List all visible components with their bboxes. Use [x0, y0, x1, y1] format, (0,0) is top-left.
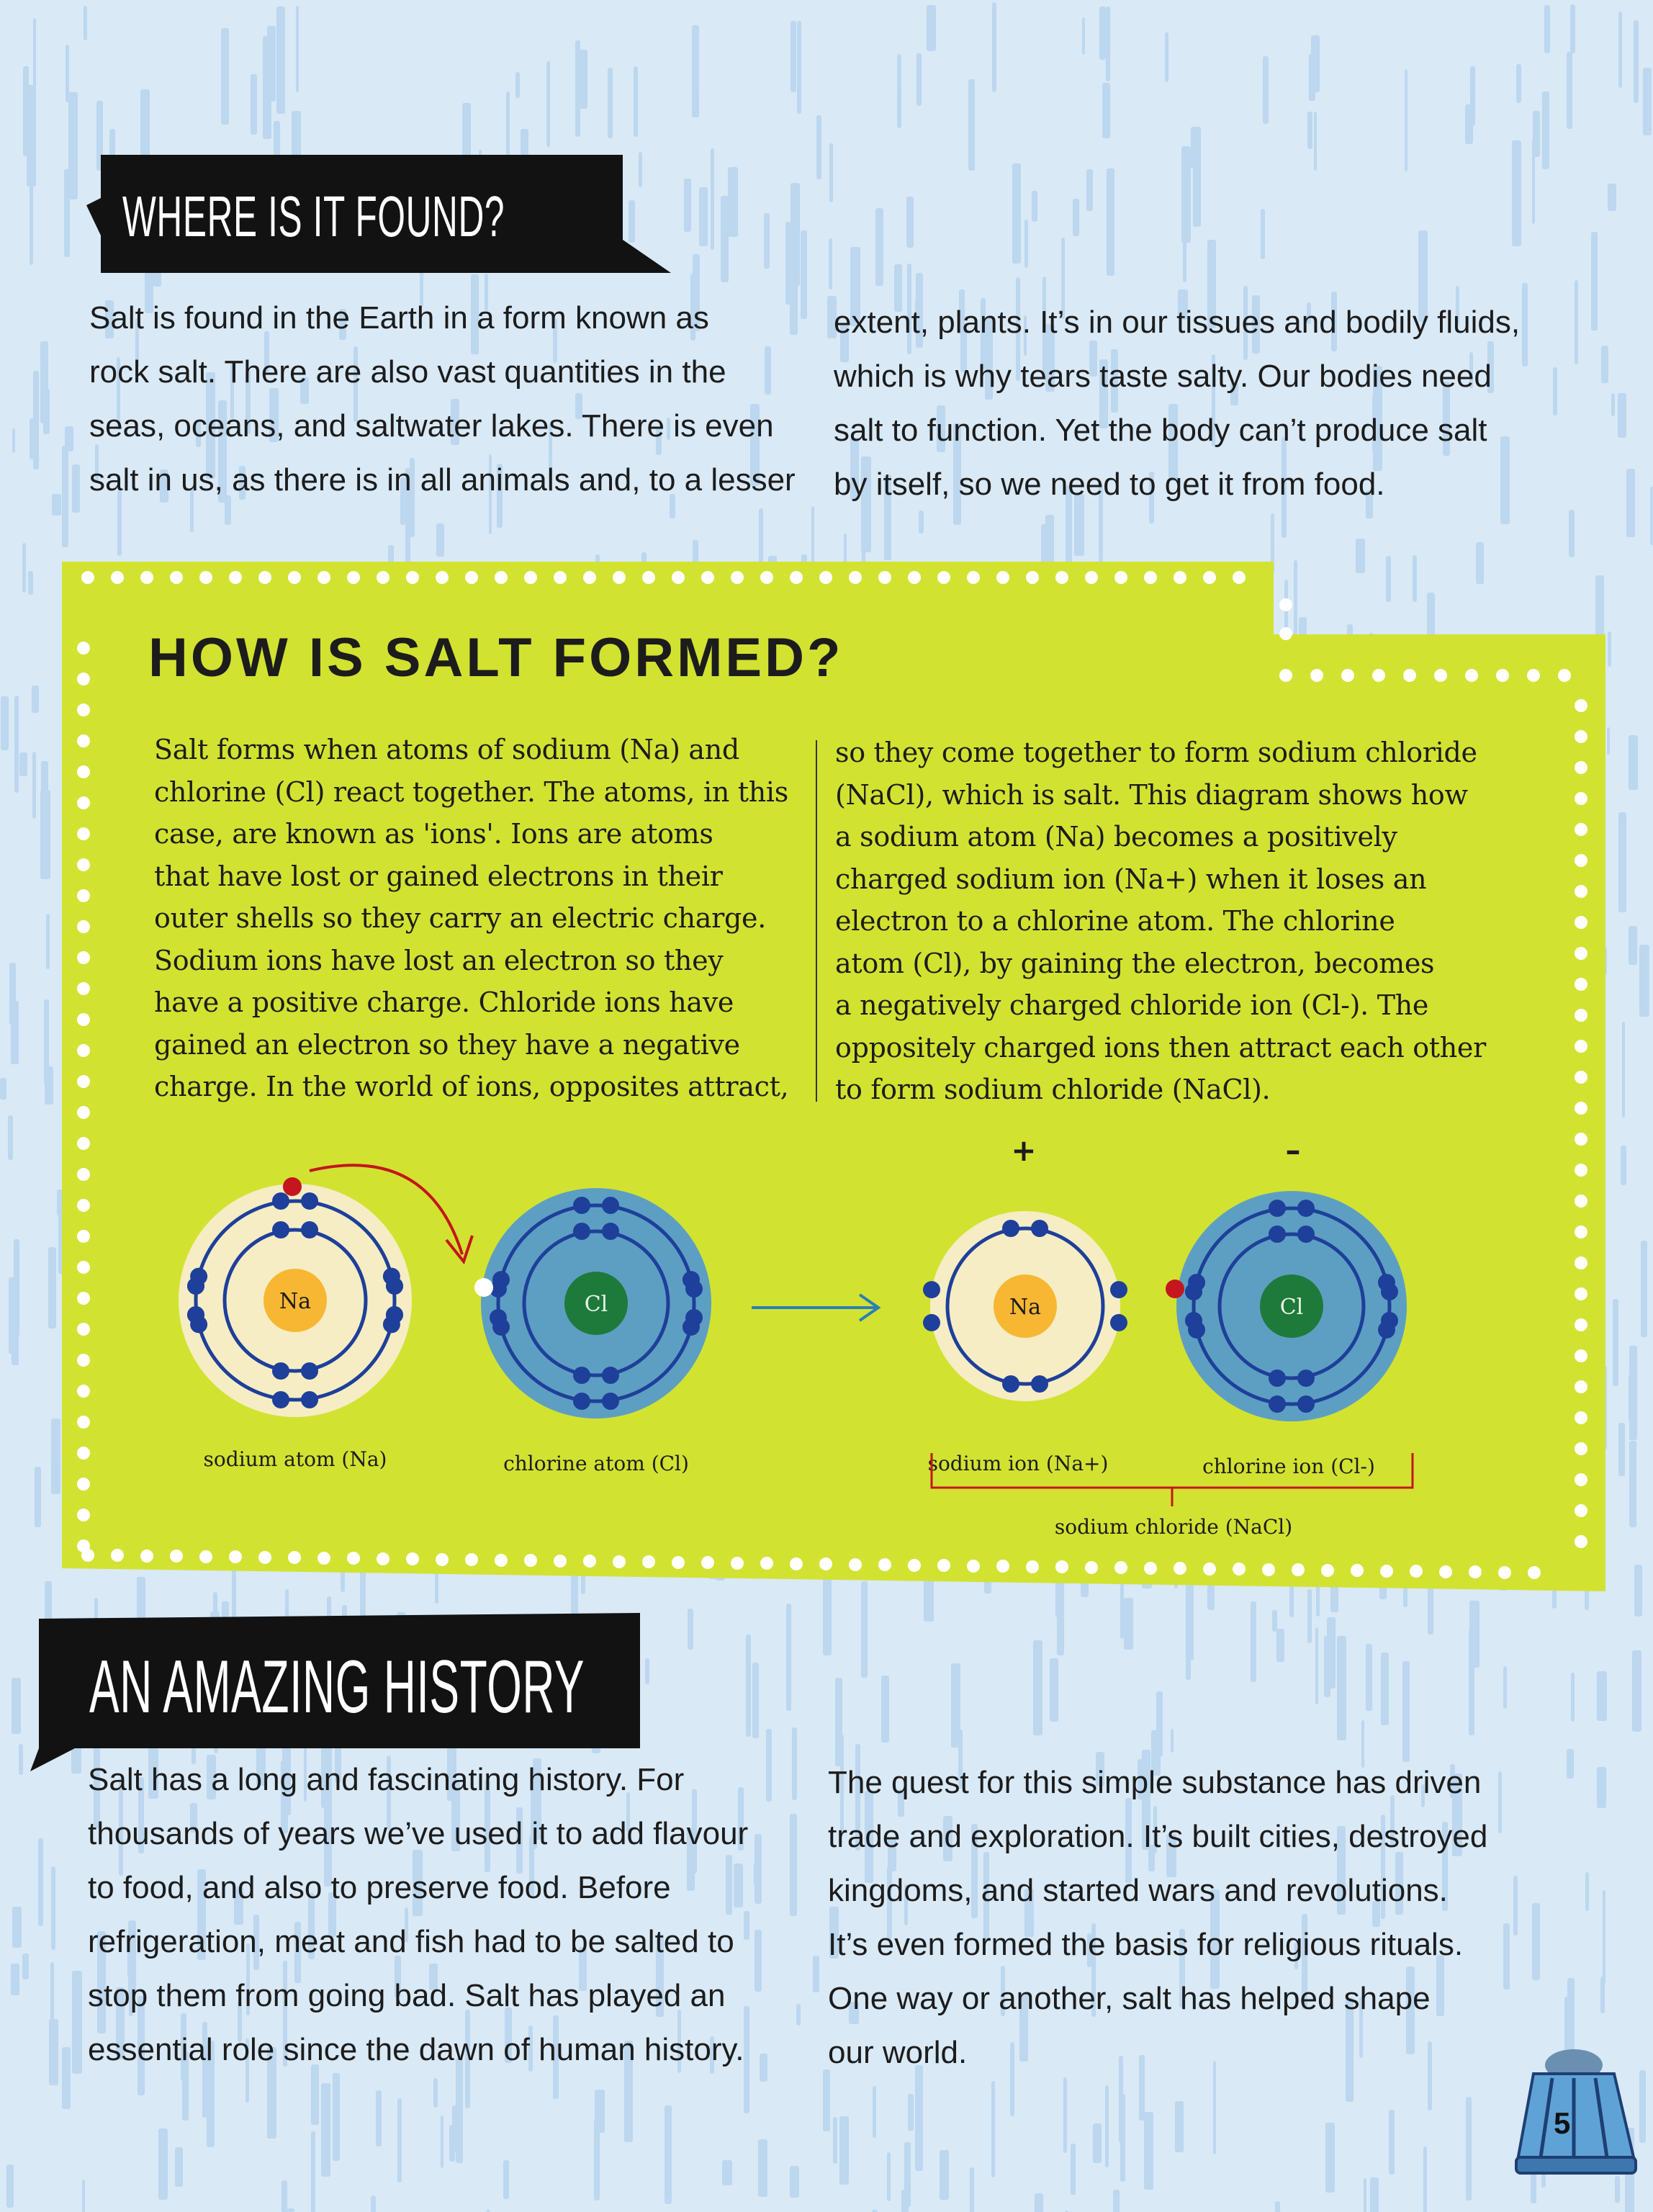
electron — [573, 1393, 590, 1410]
electron — [301, 1391, 318, 1408]
electron — [1002, 1220, 1019, 1237]
salt-shaker-icon — [1512, 2045, 1641, 2182]
texture-streak — [72, 1971, 82, 2074]
transferring-electron — [283, 1177, 302, 1196]
texture-streak — [1251, 1601, 1256, 1682]
text-line: case, are known as 'ions'. Ions are atoms — [154, 818, 713, 850]
sodium-atom-label: sodium atom (Na) — [203, 1447, 387, 1471]
electron — [1269, 1200, 1286, 1217]
texture-streak — [839, 2116, 849, 2185]
text-line: Salt has a long and fascinating history. For — [88, 1762, 685, 1797]
electron — [573, 1197, 590, 1214]
text-line: oppositely charged ions then attract each other — [835, 1031, 1486, 1064]
texture-streak — [62, 2047, 71, 2109]
section-heading: WHERE IS IT FOUND? — [122, 184, 505, 248]
texture-streak — [1325, 2123, 1335, 2193]
texture-streak — [1503, 1666, 1507, 1709]
texture-streak — [1597, 1671, 1607, 1721]
sodium-chloride-label: sodium chloride (NaCl) — [1054, 1515, 1293, 1539]
text-line: charged sodium ion (Na+) when it loses an — [835, 863, 1427, 895]
texture-streak — [1364, 2178, 1366, 2212]
electron — [301, 1362, 318, 1380]
electron — [1188, 1321, 1205, 1339]
section-heading: AN AMAZING HISTORY — [89, 1645, 585, 1729]
text-line: thousands of years we’ve used it to add flavour — [88, 1816, 749, 1851]
texture-streak — [786, 1604, 791, 1711]
texture-streak — [665, 2105, 672, 2204]
texture-streak — [12, 1907, 22, 1948]
texture-streak — [12, 1678, 21, 1734]
texture-streak — [1272, 1610, 1277, 1632]
electron — [573, 1223, 590, 1240]
text-line: a negatively charged chloride ion (Cl-). The — [835, 989, 1429, 1021]
texture-streak — [311, 2131, 315, 2212]
texture-streak — [1632, 1650, 1641, 1732]
texture-streak — [371, 2195, 376, 2212]
text-line: (NaCl), which is salt. This diagram shows how — [835, 778, 1468, 811]
texture-streak — [908, 2094, 914, 2131]
texture-streak — [1337, 1636, 1346, 1740]
text-line: One way or another, salt has helped shape — [828, 1981, 1431, 2016]
texture-streak — [792, 1727, 797, 1800]
texture-streak — [1315, 1627, 1318, 1704]
text-line: refrigeration, meat and fish had to be salted to — [88, 1924, 734, 1959]
texture-streak — [1175, 2101, 1184, 2152]
negative-charge-sign: – — [1285, 1133, 1301, 1168]
text-line: atom (Cl), by gaining the electron, becomes — [835, 947, 1435, 979]
electron — [1031, 1375, 1048, 1393]
electron — [683, 1318, 700, 1336]
page-number: 5 — [1554, 2106, 1571, 2140]
electron — [272, 1362, 289, 1380]
text-line: salt to function. Yet the body can’t produce salt — [834, 413, 1487, 448]
texture-streak — [1585, 1872, 1589, 1911]
texture-streak — [991, 2081, 995, 2177]
electron — [492, 1318, 510, 1336]
texture-streak — [1171, 1729, 1174, 1753]
electron — [1297, 1226, 1315, 1243]
texture-streak — [1366, 1644, 1372, 1711]
texture-streak — [1498, 1771, 1502, 1833]
texture-streak — [1381, 1653, 1389, 1725]
texture-streak — [452, 2105, 460, 2152]
electron — [1378, 1321, 1395, 1339]
chlorine-atom-label: chlorine atom (Cl) — [503, 1452, 689, 1475]
electron — [602, 1393, 619, 1410]
texture-streak — [1603, 1890, 1605, 1984]
texture-streak — [82, 2180, 85, 2212]
text-line: chlorine (Cl) react together. The atoms, in this — [154, 775, 788, 808]
texture-streak — [1370, 2177, 1379, 2212]
texture-streak — [881, 1676, 889, 1743]
electron — [190, 1316, 207, 1333]
text-line: by itself, so we need to get it from food. — [834, 467, 1385, 502]
texture-streak — [1093, 2123, 1102, 2163]
text-line: seas, oceans, and saltwater lakes. There is even — [89, 408, 774, 444]
text-line: which is why tears taste salty. Our bodies need — [834, 359, 1492, 394]
sodium-ion-symbol: Na — [1009, 1295, 1042, 1320]
text-line: Salt forms when atoms of sodium (Na) and — [154, 734, 739, 765]
texture-streak — [19, 1744, 23, 1775]
texture-streak — [595, 2090, 605, 2133]
chlorine-ion-label: chlorine ion (Cl-) — [1202, 1455, 1375, 1478]
texture-streak — [1513, 1876, 1518, 1936]
text-line: electron to a chlorine atom. The chlorine — [835, 905, 1395, 937]
electron — [383, 1268, 400, 1285]
texture-streak — [1063, 2077, 1067, 2153]
electron — [492, 1271, 510, 1288]
electron — [1269, 1226, 1286, 1243]
texture-streak — [688, 1609, 693, 1650]
electron — [1110, 1281, 1127, 1298]
chlorine-atom-symbol: Cl — [584, 1292, 608, 1317]
texture-streak — [287, 2208, 294, 2212]
text-line: our world. — [828, 2035, 968, 2070]
texture-streak — [1120, 2094, 1125, 2182]
texture-streak — [50, 1962, 54, 2038]
history-text-col2 — [828, 1755, 1487, 2080]
texture-streak — [833, 2117, 837, 2164]
electron — [272, 1391, 289, 1408]
texture-streak — [766, 1729, 772, 1802]
texture-streak — [38, 1838, 43, 1926]
texture-streak — [1532, 1903, 1540, 1980]
texture-streak — [333, 2073, 340, 2161]
text-line: so they come together to form sodium chloride — [835, 737, 1477, 768]
texture-streak — [1276, 1629, 1284, 1662]
chlorine-ion-symbol: Cl — [1279, 1295, 1304, 1320]
texture-streak — [1105, 2085, 1109, 2167]
texture-streak — [1423, 2146, 1427, 2212]
texture-streak — [873, 2086, 876, 2138]
electron — [1269, 1395, 1286, 1413]
electron — [602, 1367, 619, 1384]
electron — [1002, 1375, 1019, 1393]
texture-streak — [1402, 1661, 1410, 1762]
texture-streak — [1597, 1767, 1606, 1808]
gained-electron — [1166, 1280, 1184, 1298]
texture-streak — [11, 1964, 19, 1995]
texture-streak — [722, 2160, 732, 2185]
texture-streak — [755, 1930, 762, 1992]
text-line: Sodium ions have lost an electron so they — [154, 944, 724, 976]
electron — [1110, 1314, 1127, 1331]
electron — [272, 1192, 289, 1210]
text-line: to food, and also to preserve food. Before — [88, 1870, 671, 1905]
text-line: outer shells so they carry an electric charge. — [154, 902, 766, 934]
electron — [923, 1281, 940, 1298]
texture-streak — [837, 1687, 842, 1737]
electron — [1297, 1395, 1315, 1413]
texture-streak — [1275, 2201, 1280, 2212]
texture-streak — [1567, 1749, 1574, 1779]
text-line: salt in us, as there is in all animals and, to a lesser — [89, 462, 796, 498]
texture-streak — [1144, 2112, 1153, 2190]
text-line: gained an electron so they have a negative — [154, 1028, 740, 1061]
electron — [383, 1316, 400, 1333]
texture-streak — [1466, 2097, 1472, 2200]
texture-streak — [51, 1866, 55, 1950]
text-line: that have lost or gained electrons in their — [154, 860, 723, 892]
texture-streak — [746, 1635, 751, 1737]
texture-streak — [1113, 2190, 1120, 2212]
text-line: a sodium atom (Na) becomes a positively — [835, 821, 1397, 853]
texture-streak — [760, 2054, 767, 2082]
texture-streak — [1571, 1673, 1575, 1722]
texture-streak — [1327, 1617, 1336, 1689]
texture-streak — [1035, 2193, 1043, 2212]
text-line: rock salt. There are also vast quantities in the — [89, 354, 726, 390]
electron — [602, 1223, 619, 1240]
texture-streak — [970, 2167, 974, 2212]
text-line: The quest for this simple substance has driven — [828, 1765, 1482, 1800]
texture-streak — [321, 2083, 330, 2177]
texture-streak — [790, 2166, 799, 2198]
texture-streak — [755, 1834, 762, 1904]
electron — [573, 1367, 590, 1384]
texture-streak — [790, 1814, 797, 1916]
texture-streak — [915, 2065, 923, 2171]
texture-streak — [796, 2004, 801, 2026]
electron — [301, 1192, 318, 1210]
sodium-atom-symbol: Na — [279, 1289, 312, 1314]
texture-streak — [158, 2128, 168, 2200]
sodium-ion-label: sodium ion (Na+) — [927, 1452, 1109, 1475]
electron-vacancy — [474, 1278, 493, 1297]
texture-streak — [22, 1954, 29, 1979]
electron — [1297, 1200, 1315, 1217]
texture-streak — [1071, 2144, 1076, 2195]
texture-streak — [904, 2142, 911, 2207]
text-line: have a positive charge. Chloride ions have — [154, 986, 734, 1018]
electron — [1378, 1274, 1395, 1291]
text-line: kingdoms, and started wars and revolutions. — [828, 1873, 1448, 1908]
texture-streak — [281, 2180, 287, 2212]
texture-streak — [1389, 2110, 1395, 2175]
texture-streak — [1050, 1658, 1058, 1722]
text-line: Salt is found in the Earth in a form known as — [89, 300, 709, 336]
text-line: to form sodium chloride (NaCl). — [835, 1074, 1271, 1105]
texture-streak — [813, 1956, 819, 1992]
electron — [272, 1221, 289, 1238]
electron — [923, 1314, 940, 1331]
texture-streak — [758, 2139, 767, 2197]
texture-streak — [1033, 1640, 1042, 1735]
text-line: essential role since the dawn of human history. — [88, 2032, 744, 2067]
texture-streak — [503, 2160, 509, 2199]
texture-streak — [940, 2150, 949, 2200]
panel-title: HOW IS SALT FORMED? — [148, 627, 844, 688]
texture-streak — [376, 2090, 382, 2146]
electron — [190, 1268, 207, 1285]
text-line: charge. In the world of ions, opposites attract, — [154, 1071, 789, 1102]
electron — [301, 1221, 318, 1238]
texture-streak — [6, 2164, 14, 2208]
text-line: extent, plants. It’s in our tissues and bodily fluids, — [834, 305, 1521, 340]
text-line: It’s even formed the basis for religious rituals. — [828, 1927, 1464, 1962]
electron — [1297, 1370, 1315, 1387]
electron — [1031, 1220, 1048, 1237]
electron — [602, 1197, 619, 1214]
electron — [1269, 1370, 1286, 1387]
text-line: stop them from going bad. Salt has played an — [88, 1978, 726, 2013]
texture-streak — [433, 2078, 438, 2108]
text-line: trade and exploration. It’s built cities, destroyed — [828, 1819, 1488, 1854]
texture-streak — [175, 2147, 183, 2187]
texture-streak — [887, 2152, 891, 2201]
texture-streak — [752, 1663, 759, 1738]
electron — [683, 1271, 700, 1288]
texture-streak — [441, 2116, 443, 2168]
electron — [1188, 1274, 1205, 1291]
texture-streak — [1503, 1923, 1510, 1990]
texture-streak — [397, 2098, 402, 2182]
positive-charge-sign: + — [1011, 1133, 1037, 1168]
history-text-col1 — [88, 1753, 748, 2077]
